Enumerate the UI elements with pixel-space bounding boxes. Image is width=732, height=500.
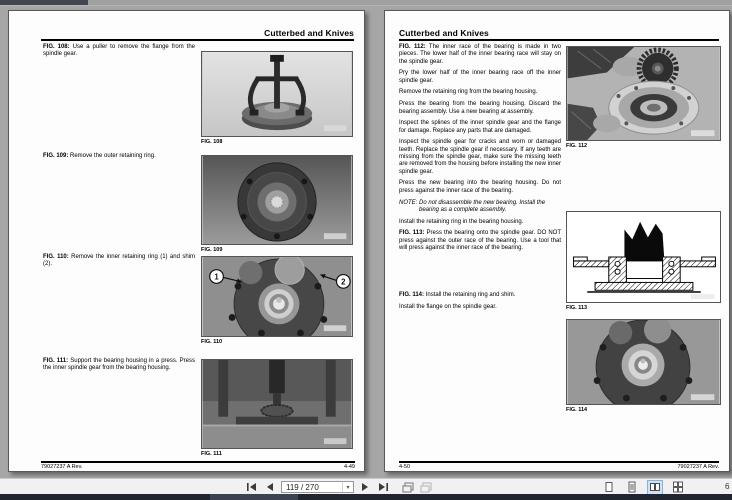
page-header-title: Cutterbed and Knives (399, 28, 489, 38)
photo-code-box (324, 325, 346, 331)
fig-109-text: Remove the outer retaining ring. (70, 153, 156, 159)
figure-110 (201, 256, 355, 345)
fig-110-label: FIG. 110: (43, 254, 69, 260)
figure-109 (201, 155, 355, 253)
photo-code-box (324, 125, 346, 131)
figure-112-caption: FIG. 112 (566, 143, 588, 149)
figure-108 (201, 51, 355, 145)
figure-108-image (201, 51, 353, 137)
document-page-right (384, 10, 730, 472)
manual-paragraph: Press the bearing from the bearing housing. Discard the bearing assembly. Use a new bearing at assembly. (399, 101, 561, 115)
figure-112-image (566, 46, 721, 141)
manual-paragraph: Pry the lower half of the inner bearing race off the inner spindle gear. (399, 70, 561, 84)
page-header-title: Cutterbed and Knives (264, 28, 354, 38)
top-toolbar-remnant (0, 0, 732, 6)
photo-code-box (324, 438, 346, 444)
manual-paragraph: Press the new bearing into the bearing housing. Do not press against the inner race of the bearing. (399, 180, 561, 194)
fig-110-instruction (43, 254, 195, 269)
page-number-input[interactable] (281, 481, 354, 493)
continuous-view-button[interactable] (625, 481, 639, 494)
figure-111-image (201, 359, 353, 449)
footer-doc-number: 79027237 A Rev. (677, 464, 719, 470)
next-view-button[interactable] (419, 481, 432, 493)
footer-page-number: 4-50 (399, 464, 411, 470)
figure-110-image (201, 256, 353, 337)
manual-paragraph: Inspect the spindle gear for cracks and worn or damaged teeth. Replace the spindle gear if necessary. If any teeth are missing from the spindle gear, make sure the missing teeth are removed from the housing before installing the new inner spindle gear. (399, 139, 561, 175)
callout-2-number: 2 (341, 277, 346, 287)
fig-111-label: FIG. 111: (43, 358, 69, 364)
diagram-code-box (691, 294, 714, 299)
top-toolbar-dark-segment (0, 0, 88, 5)
single-page-view-button[interactable] (602, 481, 616, 494)
taskbar-active-item[interactable] (210, 494, 298, 500)
two-page-continuous-view-button[interactable] (671, 481, 685, 494)
figure-114-caption: FIG. 114 (566, 407, 588, 413)
figure-108-caption: FIG. 108 (201, 139, 223, 145)
zoom-level-text[interactable]: 6 (725, 482, 730, 491)
two-page-view-button[interactable] (648, 481, 662, 494)
fig-108-instruction (43, 44, 195, 59)
fig-108-text: Use a puller to remove the flange from the spindle gear. (43, 44, 196, 58)
figure-109-caption: FIG. 109 (201, 247, 223, 253)
footer-doc-number: 79027237 A Rev. (41, 464, 83, 470)
fig-110-text: Remove the inner retaining ring (1) and shim (2). (43, 254, 195, 268)
note-paragraph: NOTE: Do not disassemble the new bearing. Install the bearing as a complete assembly. (399, 199, 546, 213)
document-page-left (8, 10, 365, 472)
taskbar (0, 494, 732, 500)
manual-paragraph: Remove the retaining ring from the bearing housing. (399, 89, 538, 96)
fig-111-text: Support the bearing housing in a press. Press the inner spindle gear from the bearing housing. (43, 358, 196, 372)
fig-113-instruction: FIG. 113: Press the bearing onto the spindle gear. DO NOT press against the outer race of the bearing. Use a tool that will press against the inner race of the bearing. (399, 230, 561, 252)
last-page-button[interactable] (377, 481, 390, 493)
footer-rule (399, 461, 719, 463)
manual-paragraph: Inspect the splines of the inner spindle gear and the flange for damage. Replace any parts that are damaged. (399, 120, 561, 134)
manual-paragraph: Install the flange on the spindle gear. (399, 304, 497, 311)
figure-113-caption: FIG. 113 (566, 305, 588, 311)
figure-110-caption: FIG. 110 (201, 339, 223, 345)
next-page-button[interactable] (359, 481, 372, 493)
figure-114-image (566, 319, 721, 405)
callout-1-number: 1 (214, 272, 219, 282)
header-rule (399, 39, 719, 41)
fig-111-instruction (43, 358, 195, 373)
photo-code-box (691, 394, 714, 400)
manual-paragraph: FIG. 112: The inner race of the bearing is made in two pieces. The lower half of the inner bearing race will stay on the spindle gear. (399, 44, 561, 65)
page-number-value[interactable]: 119 / 270 (286, 482, 319, 492)
fig-108-label: FIG. 108: (43, 44, 70, 50)
right-page-text-column (399, 44, 561, 316)
footer-page-number: 4-49 (343, 464, 355, 470)
page-dropdown-caret-icon[interactable]: ▾ (342, 482, 353, 492)
figure-113-diagram (566, 211, 721, 303)
photo-code-box (324, 233, 346, 239)
manual-paragraph: Install the retaining ring in the bearing housing. (399, 218, 524, 225)
figure-111-caption: FIG. 111 (201, 451, 222, 457)
header-rule (41, 39, 354, 41)
page-layout-group (602, 480, 685, 494)
fig-114-instruction: FIG. 114: Install the retaining ring and shim. (399, 292, 516, 299)
previous-view-button[interactable] (401, 481, 414, 493)
viewer-bottom-toolbar (0, 478, 732, 494)
figure-114 (566, 319, 723, 413)
figure-111 (201, 359, 355, 457)
previous-page-button[interactable] (263, 481, 276, 493)
photo-code-box (691, 130, 714, 136)
footer-rule (41, 461, 355, 463)
figure-112 (566, 46, 723, 149)
first-page-button[interactable] (245, 481, 258, 493)
fig-109-instruction (43, 153, 195, 160)
page-navigation-group (245, 480, 432, 494)
figure-113 (566, 211, 723, 311)
figure-109-image (201, 155, 353, 245)
fig-109-label: FIG. 109: (43, 153, 69, 159)
